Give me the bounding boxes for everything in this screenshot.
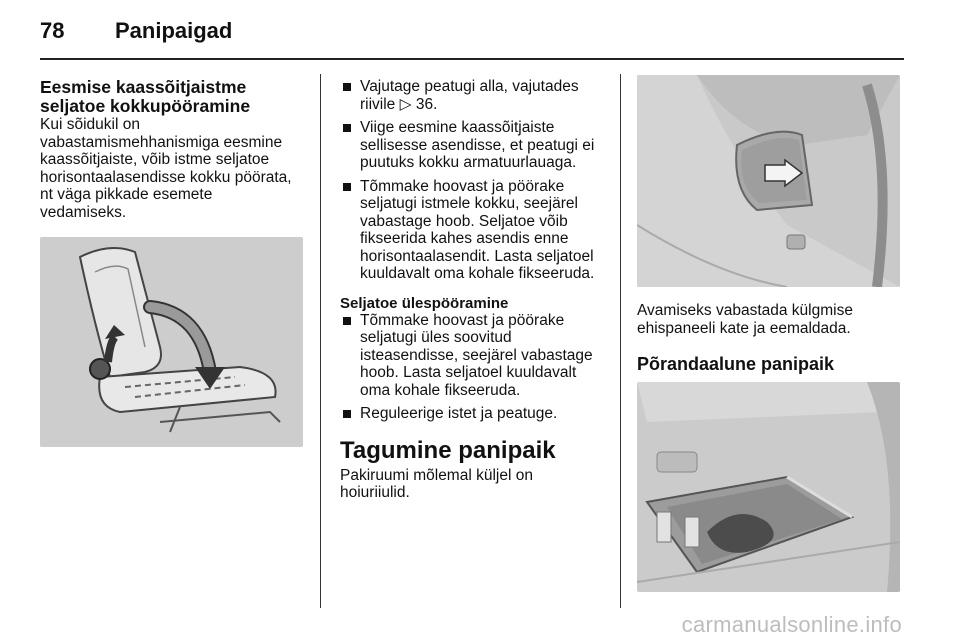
column-divider-1	[320, 74, 321, 608]
list-item-line: Tõmmake hoovast ja pöörake	[360, 311, 565, 329]
body-line: Pakiruumi mõlemal küljel on	[340, 466, 533, 484]
list-item-line: sellisesse asendisse, et peatugi ei	[360, 136, 595, 154]
heading-line: Eesmise kaassõitjaistme	[40, 77, 247, 97]
list-item-line: vabastage hoob. Seljatoe võib	[360, 212, 568, 230]
list-item-line: horisontaalasendit. Lasta seljatoel	[360, 247, 594, 265]
right-column-text	[637, 302, 902, 375]
heading-line: seljatoe kokkupööramine	[40, 96, 251, 116]
list-item-line: Viige eesmine kaassõitjaiste	[360, 119, 555, 136]
header-rule	[40, 58, 904, 60]
list-item	[340, 119, 608, 172]
list-item-line: Reguleerige istet ja peatuge.	[360, 405, 558, 422]
list-item-line: seljatugi üles soovitud	[360, 329, 512, 346]
list-item	[340, 78, 608, 113]
page-number: 78	[40, 18, 65, 43]
list-item-line: kuuldavalt oma kohale fikseeruda.	[360, 265, 595, 282]
body-line: Kui sõidukil on	[40, 116, 140, 133]
left-column	[40, 78, 310, 221]
list-item-line: puutuks kokku armatuurlauaga.	[360, 154, 577, 171]
body-line: vabastamismehhanismiga eesmine	[40, 133, 283, 151]
seat-fold-body	[40, 116, 310, 221]
body-line: vedamiseks.	[40, 203, 127, 221]
section-heading-underfloor: Põrandaalune panipaik	[637, 354, 835, 374]
watermark: carmanualsonline.info	[681, 612, 902, 637]
list-item-line: oma kohale fikseeruda.	[360, 381, 521, 399]
list-item-line: Vajutage peatugi alla, vajutades	[360, 78, 579, 95]
list-item-line: Tõmmake hoovast ja pöörake	[360, 177, 565, 195]
list-item	[340, 405, 608, 423]
section-heading-rear-storage: Tagumine panipaik	[340, 436, 556, 464]
seat-folding-illustration	[40, 237, 303, 447]
list-item-line: isteasendisse, seejärel vabastage	[360, 346, 593, 364]
caption-line: Avamiseks vabastada külgmise	[637, 302, 853, 319]
column-divider-2	[620, 74, 621, 608]
list-item-line: riivile ▷ 36.	[360, 95, 438, 113]
subheading-backrest-up: Seljatoe ülespööramine	[340, 294, 509, 312]
list-item-line: fikseerida kahes asendis enne	[360, 230, 569, 247]
list-item-line: hoob. Lasta seljatoel kuuldavalt	[360, 364, 577, 381]
body-line: hoiuriiulid.	[340, 484, 410, 501]
section-heading-seat-fold	[40, 78, 310, 116]
body-line: nt väga pikkade esemete	[40, 186, 213, 203]
figure-caption	[637, 302, 902, 337]
body-line: kaassõitjaiste, võib istme seljatoe	[40, 151, 270, 168]
body-line: horisontaalasendisse kokku pöörata,	[40, 168, 292, 186]
underfloor-storage-illustration	[637, 382, 900, 592]
list-item	[340, 178, 608, 283]
list-item	[340, 312, 608, 400]
list-item-line: seljatugi istmele kokku, seejärel	[360, 195, 578, 212]
side-panel-cover-illustration	[637, 75, 900, 287]
caption-line: ehispaneeli kate ja eemaldada.	[637, 319, 851, 337]
page-title: Panipaigad	[115, 18, 233, 43]
rear-storage-body	[340, 467, 608, 502]
middle-column	[340, 78, 608, 502]
